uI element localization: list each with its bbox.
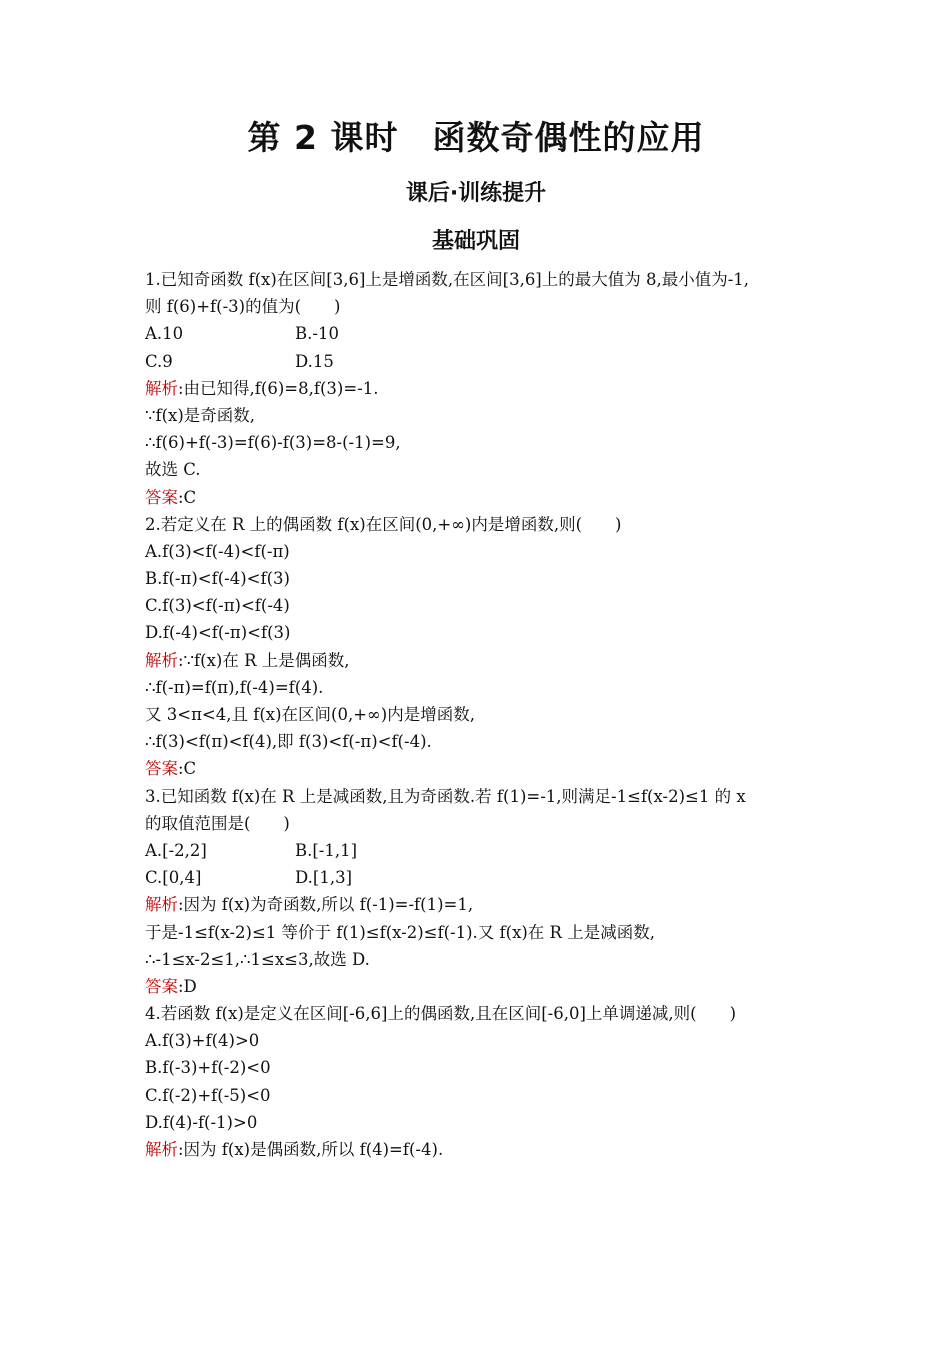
q4-option-d: D.f(4)-f(-1)>0 (145, 1112, 258, 1132)
q3-analysis-line: ∴-1≤x-2≤1,∴1≤x≤3,故选 D. (145, 949, 370, 969)
q1-analysis-line: ∴f(6)+f(-3)=f(6)-f(3)=8-(-1)=9, (145, 433, 401, 453)
q2-answer-text: :C (178, 759, 197, 779)
q3-option-b: B.[-1,1] (295, 840, 358, 860)
q2-option-b: B.f(-π)<f(-4)<f(3) (145, 569, 290, 589)
q4-option-a: A.f(3)+f(4)>0 (145, 1031, 260, 1051)
q4-analysis-text: :因为 f(x)是偶函数,所以 f(4)=f(-4). (178, 1140, 444, 1159)
q1-answer-text: :C (178, 487, 197, 507)
q1-stem-line1: 1.已知奇函数 f(x)在区间[3,6]上是增函数,在区间[3,6]上的最大值为 8,最小值为-1, (145, 270, 750, 289)
q2-stem-line1: 2.若定义在 R 上的偶函数 f(x)在区间(0,+∞)内是增函数,则( ) (145, 514, 622, 534)
q1-analysis-text: :由已知得,f(6)=8,f(3)=-1. (178, 378, 379, 398)
q3-answer-text: :D (178, 976, 197, 996)
q4-option-c: C.f(-2)+f(-5)<0 (145, 1085, 271, 1105)
q4-analysis (145, 1136, 815, 1163)
q1-option-d: D.15 (295, 351, 334, 371)
q2-option-a: A.f(3)<f(-4)<f(-π) (145, 541, 290, 561)
q2-analysis-line: ∴f(3)<f(π)<f(4),即 f(3)<f(-π)<f(-4). (145, 732, 432, 752)
q3-option-d: D.[1,3] (295, 868, 353, 888)
q1-answer (145, 484, 815, 511)
q3-stem-line2: 的取值范围是( ) (145, 813, 290, 833)
page-title: 第 2 课时 函数奇偶性的应用 (247, 118, 705, 157)
analysis-label: 解析 (145, 650, 178, 670)
q3-analysis (145, 891, 815, 918)
q1-option-b: B.-10 (295, 324, 339, 344)
q3-option-a: A.[-2,2] (145, 840, 207, 860)
exercise-list (145, 266, 815, 1163)
q1-option-c: C.9 (145, 351, 173, 371)
page-subtitle: 课后·训练提升 (405, 181, 547, 206)
q1-analysis-line: 故选 C. (145, 460, 201, 480)
q3-option-c: C.[0,4] (145, 868, 202, 888)
q1-options-row1 (145, 320, 815, 347)
q1-option-a: A.10 (145, 324, 184, 344)
answer-label: 答案 (145, 759, 178, 779)
q2-analysis-line: 又 3<π<4,且 f(x)在区间(0,+∞)内是增函数, (145, 705, 475, 724)
q3-analysis-line: 于是-1≤f(x-2)≤1 等价于 f(1)≤f(x-2)≤f(-1).又 f(x)在 R 上是减函数, (145, 922, 655, 942)
q2-analysis (145, 647, 815, 674)
q2-option-c: C.f(3)<f(-π)<f(-4) (145, 596, 290, 616)
q1-stem-line2: 则 f(6)+f(-3)的值为( ) (145, 297, 341, 317)
q2-analysis-line: ∴f(-π)=f(π),f(-4)=f(4). (145, 677, 324, 697)
q2-analysis-text: :∵f(x)在 R 上是偶函数, (178, 650, 350, 670)
q3-stem-line1: 3.已知函数 f(x)在 R 上是减函数,且为奇函数.若 f(1)=-1,则满足-1≤f(x-2)≤1 的 x (145, 786, 746, 806)
q2-option-d: D.f(-4)<f(-π)<f(3) (145, 623, 291, 643)
q1-analysis (145, 375, 815, 402)
q4-option-b: B.f(-3)+f(-2)<0 (145, 1058, 271, 1078)
analysis-label: 解析 (145, 895, 178, 915)
analysis-label: 解析 (145, 1140, 178, 1159)
q3-analysis-text: :因为 f(x)为奇函数,所以 f(-1)=-f(1)=1, (178, 895, 474, 915)
q1-options-row2 (145, 348, 815, 375)
answer-label: 答案 (145, 487, 178, 507)
q3-answer (145, 973, 815, 1000)
q1-analysis-line: ∵f(x)是奇函数, (145, 405, 256, 425)
q3-options-row2 (145, 864, 815, 891)
q3-options-row1 (145, 837, 815, 864)
analysis-label: 解析 (145, 378, 178, 398)
section-heading: 基础巩固 (431, 229, 520, 254)
q2-answer (145, 755, 815, 782)
answer-label: 答案 (145, 976, 178, 996)
q4-stem-line1: 4.若函数 f(x)是定义在区间[-6,6]上的偶函数,且在区间[-6,0]上单调递减,则( ) (145, 1004, 737, 1024)
